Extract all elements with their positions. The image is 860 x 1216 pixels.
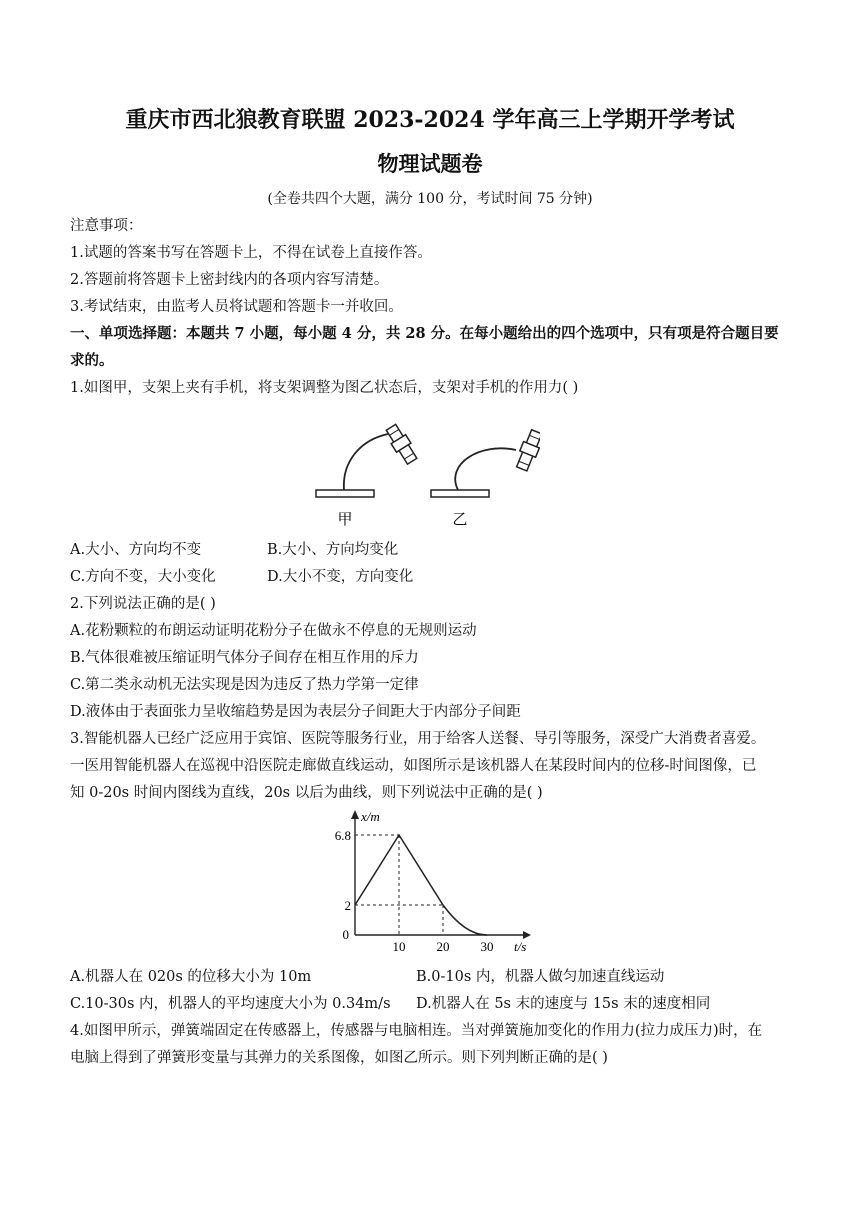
x-tick-label: 10 (392, 939, 406, 954)
position-time-graph (325, 805, 545, 955)
option-c: C.方向不变，大小变化 (70, 569, 216, 585)
option-d: D.大小不变，方向变化 (267, 569, 414, 585)
x-tick-label: 30 (480, 939, 494, 954)
exam-title: 重庆市西北狼教育联盟 2023-2024 学年高三上学期开学考试 (125, 107, 735, 133)
question-4-stem: 4.如图甲所示，弹簧端固定在传感器上，传感器与电脑相连。当对弹簧施加变化的作用力(拉力成压力)时，在 (70, 1023, 763, 1039)
x-axis-arrow (523, 931, 531, 939)
option-d: D.液体由于表面张力呈收缩趋势是因为表层分子间距大于内部分子间距 (70, 704, 521, 720)
option-b: B.0-10s 内，机器人做匀加速直线运动 (416, 969, 665, 985)
y-axis-arrow (351, 810, 359, 819)
figure-label: 乙 (452, 512, 468, 528)
question-2-stem: 2.下列说法正确的是( ) (70, 596, 216, 612)
option-b: B.气体很难被压缩证明气体分子间存在相互作用的斥力 (70, 650, 419, 666)
notice-item: 1.试题的答案书写在答题卡上，不得在试卷上直接作答。 (70, 245, 432, 261)
x-tick-label: 20 (436, 939, 450, 954)
figure-yi (431, 429, 540, 528)
question-1-stem: 1.如图甲，支架上夹有手机，将支架调整为图乙状态后，支架对手机的作用力( ) (70, 380, 579, 396)
section-heading: 一、单项选择题：本题共 7 小题，每小题 4 分，共 28 分。在每小题给出的四个选项中，只有项是符合题目要 (70, 325, 779, 342)
notice-item: 3.考试结束，由监考人员将试题和答题卡一并收回。 (70, 299, 403, 315)
question-3-stem: 知 0-20s 时间内图线为直线，20s 以后为曲线，则下列说法中正确的是( ) (70, 785, 543, 801)
y-axis-label: x/m (361, 809, 380, 824)
option-a: A.花粉颗粒的布朗运动证明花粉分子在做永不停息的无规则运动 (70, 623, 477, 639)
option-d: D.机器人在 5s 末的速度与 15s 末的速度相同 (416, 996, 711, 1012)
question-3-stem: 3.智能机器人已经广泛应用于宾馆、医院等服务行业，用于给客人送餐、导引等服务，深受广大消费者喜爱。 (70, 731, 766, 747)
question-4-stem: 电脑上得到了弹簧形变量与其弹力的关系图像，如图乙所示。则下列判断正确的是( ) (70, 1050, 608, 1066)
straight-segment (355, 835, 443, 905)
question-3-stem: 一医用智能机器人在巡视中沿医院走廊做直线运动，如图所示是该机器人在某段时间内的位移-时间图像，已 (70, 758, 757, 774)
x-axis-label: t/s (514, 939, 527, 954)
notice-item: 2.答题前将答题卡上密封线内的各项内容写清楚。 (70, 272, 389, 288)
y-tick-label: 2 (344, 898, 351, 913)
section-heading-cont: 求的。 (70, 352, 114, 369)
option-b: B.大小、方向均变化 (267, 542, 399, 558)
notice-heading: 注意事项： (70, 218, 143, 234)
origin-label: 0 (342, 927, 349, 942)
curve-segment (443, 905, 487, 935)
option-a: A.大小、方向均不变 (70, 542, 202, 558)
exam-subtitle: 物理试题卷 (377, 151, 483, 176)
option-c: C.10-30s 内，机器人的平均速度大小为 0.34m/s (70, 996, 391, 1012)
option-a: A.机器人在 020s 的位移大小为 10m (70, 969, 312, 985)
option-c: C.第二类永动机无法实现是因为违反了热力学第一定律 (70, 677, 419, 693)
figure-jia (316, 423, 419, 528)
exam-info: (全卷共四个大题，满分 100 分，考试时间 75 分钟) (267, 191, 593, 207)
figure-label: 甲 (337, 512, 353, 528)
y-tick-label: 6.8 (334, 828, 351, 843)
phone-stand-figure (300, 412, 540, 532)
